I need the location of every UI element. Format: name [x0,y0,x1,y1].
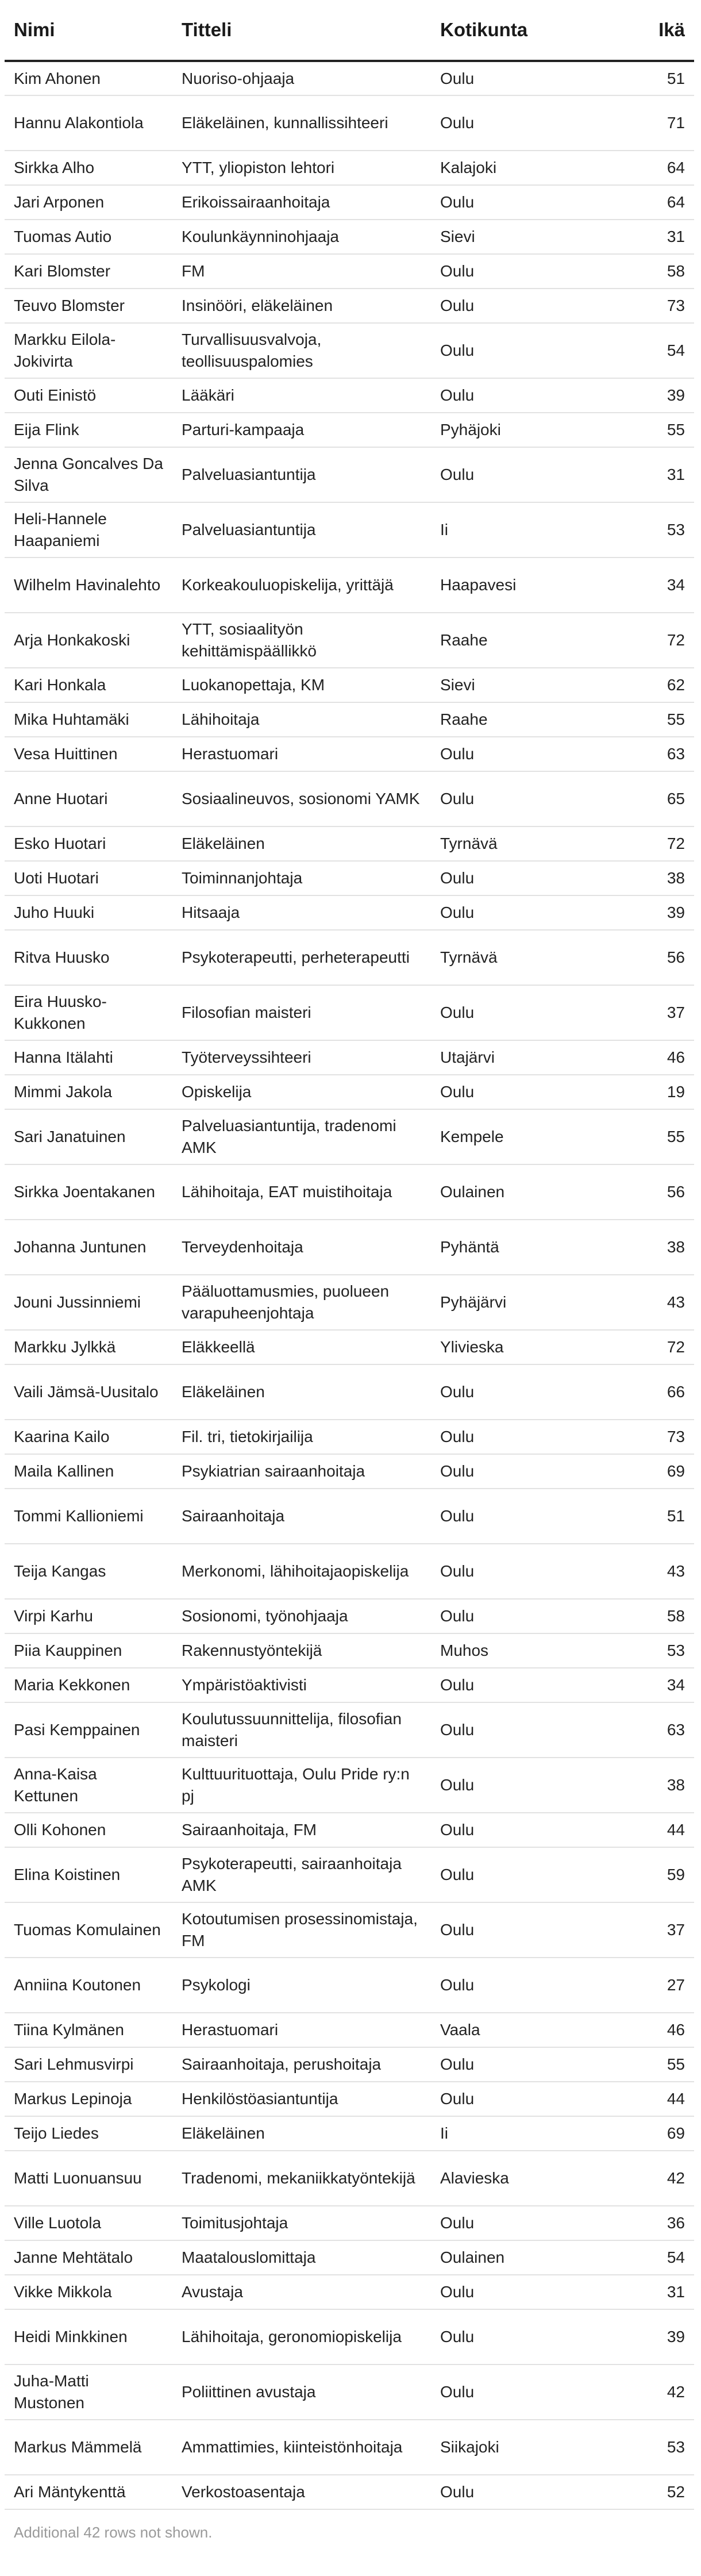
cell-title: Herastuomari [172,2013,431,2047]
cell-name: Mika Huhtamäki [5,702,172,737]
table-row [5,2013,694,2047]
column-header-title[interactable]: Titteli [172,0,431,61]
cell-age: 31 [626,220,694,254]
cell-name: Jouni Jussinniemi [5,1275,172,1330]
cell-age: 56 [626,930,694,985]
cell-town: Muhos [431,1633,626,1668]
cell-age: 27 [626,1958,694,2013]
cell-title: Maatalouslomittaja [172,2240,431,2275]
cell-age: 51 [626,1489,694,1544]
cell-town: Oulu [431,323,626,378]
table-row [5,289,694,323]
cell-name: Heidi Minkkinen [5,2309,172,2364]
cell-age: 62 [626,668,694,702]
table-row [5,558,694,613]
cell-name: Esko Huotari [5,826,172,861]
cell-age: 44 [626,1813,694,1847]
table-row [5,220,694,254]
cell-title: Psykoterapeutti, perheterapeutti [172,930,431,985]
cell-town: Oulu [431,95,626,151]
cell-town: Oulainen [431,2240,626,2275]
cell-town: Oulu [431,1075,626,1109]
cell-town: Oulu [431,895,626,930]
cell-age: 59 [626,1847,694,1902]
table-row [5,895,694,930]
cell-age: 39 [626,378,694,413]
cell-name: Anniina Koutonen [5,1958,172,2013]
table-row [5,1633,694,1668]
cell-title: Erikoissairaanhoitaja [172,185,431,220]
cell-title: Lähihoitaja, geronomiopiskelija [172,2309,431,2364]
cell-town: Oulu [431,185,626,220]
cell-age: 38 [626,1220,694,1275]
cell-town: Oulainen [431,1164,626,1220]
cell-name: Heli-Hannele Haapaniemi [5,502,172,558]
cell-title: Ammattimies, kiinteistönhoitaja [172,2420,431,2475]
cell-title: Sairaanhoitaja, perushoitaja [172,2047,431,2082]
cell-town: Sievi [431,220,626,254]
cell-age: 73 [626,289,694,323]
cell-title: Psykologi [172,1958,431,2013]
table-row [5,702,694,737]
table-row [5,2206,694,2240]
table-row [5,1164,694,1220]
cell-age: 72 [626,826,694,861]
candidate-table [5,0,694,2510]
cell-name: Eija Flink [5,413,172,447]
table-row [5,1668,694,1702]
cell-town: Oulu [431,1758,626,1813]
cell-title: Parturi-kampaaja [172,413,431,447]
cell-age: 73 [626,1420,694,1454]
cell-title: Poliittinen avustaja [172,2364,431,2420]
table-row [5,930,694,985]
table-row [5,413,694,447]
cell-age: 52 [626,2475,694,2509]
cell-town: Oulu [431,1364,626,1420]
cell-title: Sosionomi, työnohjaaja [172,1599,431,1633]
cell-name: Ari Mäntykenttä [5,2475,172,2509]
table-row [5,323,694,378]
table-row [5,737,694,771]
cell-age: 37 [626,985,694,1040]
cell-age: 34 [626,1668,694,1702]
cell-name: Wilhelm Havinalehto [5,558,172,613]
cell-title: Palveluasiantuntija [172,502,431,558]
cell-age: 71 [626,95,694,151]
cell-title: Psykiatrian sairaanhoitaja [172,1454,431,1489]
cell-town: Oulu [431,2475,626,2509]
cell-title: Sosiaalineuvos, sosionomi YAMK [172,771,431,826]
cell-town: Oulu [431,61,626,95]
table-row [5,2116,694,2151]
cell-name: Kari Honkala [5,668,172,702]
cell-name: Jenna Goncalves Da Silva [5,447,172,502]
cell-town: Oulu [431,2275,626,2309]
cell-age: 69 [626,1454,694,1489]
cell-name: Sirkka Alho [5,151,172,185]
cell-title: FM [172,254,431,289]
cell-age: 55 [626,1109,694,1164]
cell-name: Markus Mämmelä [5,2420,172,2475]
cell-title: Toimitusjohtaja [172,2206,431,2240]
cell-age: 19 [626,1075,694,1109]
cell-town: Vaala [431,2013,626,2047]
cell-town: Oulu [431,2047,626,2082]
table-row [5,1847,694,1902]
table-row [5,185,694,220]
cell-town: Kalajoki [431,151,626,185]
table-row [5,1075,694,1109]
cell-age: 36 [626,2206,694,2240]
cell-age: 51 [626,61,694,95]
cell-town: Oulu [431,289,626,323]
table-row [5,1220,694,1275]
cell-town: Raahe [431,613,626,668]
cell-title: Korkeakouluopiskelija, yrittäjä [172,558,431,613]
cell-title: Turvallisuusvalvoja, teollisuuspalomies [172,323,431,378]
cell-age: 72 [626,613,694,668]
cell-title: Kotoutumisen prosessinomistaja, FM [172,1902,431,1958]
cell-name: Arja Honkakoski [5,613,172,668]
header-row [5,0,694,61]
cell-town: Alavieska [431,2151,626,2206]
cell-town: Siikajoki [431,2420,626,2475]
cell-town: Oulu [431,1544,626,1599]
cell-age: 54 [626,2240,694,2275]
cell-title: Sairaanhoitaja, FM [172,1813,431,1847]
cell-town: Oulu [431,985,626,1040]
cell-age: 55 [626,702,694,737]
table-row [5,1364,694,1420]
table-row [5,2240,694,2275]
cell-title: Tradenomi, mekaniikkatyöntekijä [172,2151,431,2206]
cell-title: Nuoriso-ohjaaja [172,61,431,95]
table-row [5,151,694,185]
cell-name: Kari Blomster [5,254,172,289]
cell-age: 38 [626,1758,694,1813]
cell-title: Hitsaaja [172,895,431,930]
table-row [5,985,694,1040]
cell-name: Kaarina Kailo [5,1420,172,1454]
cell-town: Utajärvi [431,1040,626,1075]
cell-age: 42 [626,2364,694,2420]
cell-town: Oulu [431,1454,626,1489]
table-row [5,1813,694,1847]
cell-town: Oulu [431,737,626,771]
cell-town: Ii [431,2116,626,2151]
cell-title: Eläkeläinen [172,1364,431,1420]
cell-name: Markku Eilola-Jokivirta [5,323,172,378]
cell-name: Anne Huotari [5,771,172,826]
table-row [5,378,694,413]
cell-age: 58 [626,1599,694,1633]
cell-age: 43 [626,1275,694,1330]
cell-town: Oulu [431,1599,626,1633]
cell-name: Markku Jylkkä [5,1330,172,1364]
cell-title: Lähihoitaja, EAT muistihoitaja [172,1164,431,1220]
table-row [5,861,694,895]
footer-note: Additional 42 rows not shown. [14,2524,213,2541]
cell-title: Psykoterapeutti, sairaanhoitaja AMK [172,1847,431,1902]
cell-title: Fil. tri, tietokirjailija [172,1420,431,1454]
cell-title: Koulutussuunnittelija, filosofian maisteri [172,1702,431,1758]
cell-town: Ylivieska [431,1330,626,1364]
cell-town: Oulu [431,1813,626,1847]
cell-title: Eläkeläinen, kunnallissihteeri [172,95,431,151]
cell-name: Juha-Matti Mustonen [5,2364,172,2420]
cell-age: 56 [626,1164,694,1220]
cell-age: 69 [626,2116,694,2151]
table-row [5,2275,694,2309]
cell-title: Herastuomari [172,737,431,771]
cell-town: Raahe [431,702,626,737]
column-header-age[interactable]: Ikä [626,0,694,61]
cell-title: Toiminnanjohtaja [172,861,431,895]
cell-title: Koulunkäynninohjaaja [172,220,431,254]
cell-name: Teijo Liedes [5,2116,172,2151]
cell-name: Vesa Huittinen [5,737,172,771]
table-row [5,668,694,702]
cell-age: 54 [626,323,694,378]
cell-name: Teuvo Blomster [5,289,172,323]
cell-title: Insinööri, eläkeläinen [172,289,431,323]
table-row [5,826,694,861]
cell-age: 38 [626,861,694,895]
cell-title: Opiskelija [172,1075,431,1109]
table-row [5,1902,694,1958]
cell-age: 65 [626,771,694,826]
cell-age: 46 [626,1040,694,1075]
cell-age: 39 [626,2309,694,2364]
cell-title: Palveluasiantuntija [172,447,431,502]
cell-title: Merkonomi, lähihoitajaopiskelija [172,1544,431,1599]
cell-age: 46 [626,2013,694,2047]
table-row [5,95,694,151]
table-row [5,1702,694,1758]
cell-town: Oulu [431,861,626,895]
cell-title: Avustaja [172,2275,431,2309]
cell-age: 31 [626,2275,694,2309]
cell-age: 72 [626,1330,694,1364]
cell-age: 64 [626,185,694,220]
table-row [5,1420,694,1454]
cell-age: 42 [626,2151,694,2206]
cell-name: Markus Lepinoja [5,2082,172,2116]
cell-title: Eläkkeellä [172,1330,431,1364]
cell-name: Ville Luotola [5,2206,172,2240]
cell-town: Sievi [431,668,626,702]
table-row [5,2364,694,2420]
cell-town: Tyrnävä [431,826,626,861]
cell-age: 53 [626,502,694,558]
cell-title: Eläkeläinen [172,2116,431,2151]
cell-name: Juho Huuki [5,895,172,930]
cell-name: Eira Huusko-Kukkonen [5,985,172,1040]
cell-town: Tyrnävä [431,930,626,985]
cell-age: 44 [626,2082,694,2116]
cell-name: Kim Ahonen [5,61,172,95]
table-row [5,1275,694,1330]
cell-age: 53 [626,2420,694,2475]
cell-town: Oulu [431,1420,626,1454]
cell-age: 63 [626,1702,694,1758]
cell-age: 39 [626,895,694,930]
cell-name: Hanna Itälahti [5,1040,172,1075]
cell-name: Sari Janatuinen [5,1109,172,1164]
cell-age: 37 [626,1902,694,1958]
cell-town: Pyhäntä [431,1220,626,1275]
table-row [5,1330,694,1364]
cell-title: YTT, sosiaalityön kehittämispäällikkö [172,613,431,668]
cell-town: Oulu [431,1902,626,1958]
cell-town: Oulu [431,378,626,413]
cell-name: Tommi Kallioniemi [5,1489,172,1544]
cell-name: Outi Einistö [5,378,172,413]
cell-title: YTT, yliopiston lehtori [172,151,431,185]
cell-name: Jari Arponen [5,185,172,220]
table-row [5,2475,694,2509]
cell-age: 66 [626,1364,694,1420]
cell-name: Anna-Kaisa Kettunen [5,1758,172,1813]
cell-town: Haapavesi [431,558,626,613]
cell-age: 31 [626,447,694,502]
cell-age: 64 [626,151,694,185]
cell-name: Teija Kangas [5,1544,172,1599]
cell-title: Palveluasiantuntija, tradenomi AMK [172,1109,431,1164]
cell-age: 63 [626,737,694,771]
cell-name: Elina Koistinen [5,1847,172,1902]
table-row [5,2309,694,2364]
cell-town: Pyhäjoki [431,413,626,447]
cell-name: Johanna Juntunen [5,1220,172,1275]
cell-town: Pyhäjärvi [431,1275,626,1330]
cell-town: Oulu [431,1958,626,2013]
table-row [5,1599,694,1633]
cell-town: Oulu [431,1489,626,1544]
cell-town: Oulu [431,2082,626,2116]
cell-title: Eläkeläinen [172,826,431,861]
cell-name: Virpi Karhu [5,1599,172,1633]
cell-title: Rakennustyöntekijä [172,1633,431,1668]
cell-name: Matti Luonuansuu [5,2151,172,2206]
cell-name: Piia Kauppinen [5,1633,172,1668]
table-row [5,254,694,289]
table-row [5,2420,694,2475]
table-row [5,2047,694,2082]
table-row [5,1958,694,2013]
cell-town: Oulu [431,771,626,826]
cell-title: Pääluottamusmies, puolueen varapuheenjohtaja [172,1275,431,1330]
cell-name: Vikke Mikkola [5,2275,172,2309]
cell-town: Oulu [431,254,626,289]
cell-title: Sairaanhoitaja [172,1489,431,1544]
cell-name: Pasi Kemppainen [5,1702,172,1758]
table-body [5,61,694,2509]
cell-town: Oulu [431,447,626,502]
table-row [5,771,694,826]
table-row [5,2151,694,2206]
cell-title: Lääkäri [172,378,431,413]
cell-name: Olli Kohonen [5,1813,172,1847]
table-row [5,61,694,95]
cell-town: Kempele [431,1109,626,1164]
cell-title: Lähihoitaja [172,702,431,737]
cell-name: Maria Kekkonen [5,1668,172,1702]
cell-title: Filosofian maisteri [172,985,431,1040]
table-row [5,1109,694,1164]
cell-name: Tuomas Autio [5,220,172,254]
cell-name: Sirkka Joentakanen [5,1164,172,1220]
column-header-name[interactable]: Nimi [5,0,172,61]
cell-town: Oulu [431,2206,626,2240]
cell-name: Tiina Kylmänen [5,2013,172,2047]
table-row [5,1040,694,1075]
table-row [5,1489,694,1544]
cell-town: Oulu [431,2364,626,2420]
table-row [5,447,694,502]
cell-name: Uoti Huotari [5,861,172,895]
cell-name: Janne Mehtätalo [5,2240,172,2275]
cell-title: Työterveyssihteeri [172,1040,431,1075]
cell-name: Ritva Huusko [5,930,172,985]
cell-name: Mimmi Jakola [5,1075,172,1109]
cell-title: Terveydenhoitaja [172,1220,431,1275]
cell-age: 58 [626,254,694,289]
cell-title: Kulttuurituottaja, Oulu Pride ry:n pj [172,1758,431,1813]
cell-age: 55 [626,2047,694,2082]
column-header-town[interactable]: Kotikunta [431,0,626,61]
cell-town: Oulu [431,1668,626,1702]
table-row [5,1454,694,1489]
cell-name: Sari Lehmusvirpi [5,2047,172,2082]
cell-town: Oulu [431,2309,626,2364]
cell-age: 55 [626,413,694,447]
cell-name: Vaili Jämsä-Uusitalo [5,1364,172,1420]
table-row [5,1758,694,1813]
cell-name: Maila Kallinen [5,1454,172,1489]
table-row [5,502,694,558]
cell-age: 43 [626,1544,694,1599]
cell-name: Tuomas Komulainen [5,1902,172,1958]
cell-name: Hannu Alakontiola [5,95,172,151]
table-row [5,2082,694,2116]
cell-title: Henkilöstöasiantuntija [172,2082,431,2116]
cell-age: 34 [626,558,694,613]
cell-town: Oulu [431,1702,626,1758]
table-row [5,1544,694,1599]
cell-town: Oulu [431,1847,626,1902]
cell-town: Ii [431,502,626,558]
table-header [5,0,694,61]
cell-title: Luokanopettaja, KM [172,668,431,702]
cell-title: Ympäristöaktivisti [172,1668,431,1702]
table-row [5,613,694,668]
cell-title: Verkostoasentaja [172,2475,431,2509]
cell-age: 53 [626,1633,694,1668]
